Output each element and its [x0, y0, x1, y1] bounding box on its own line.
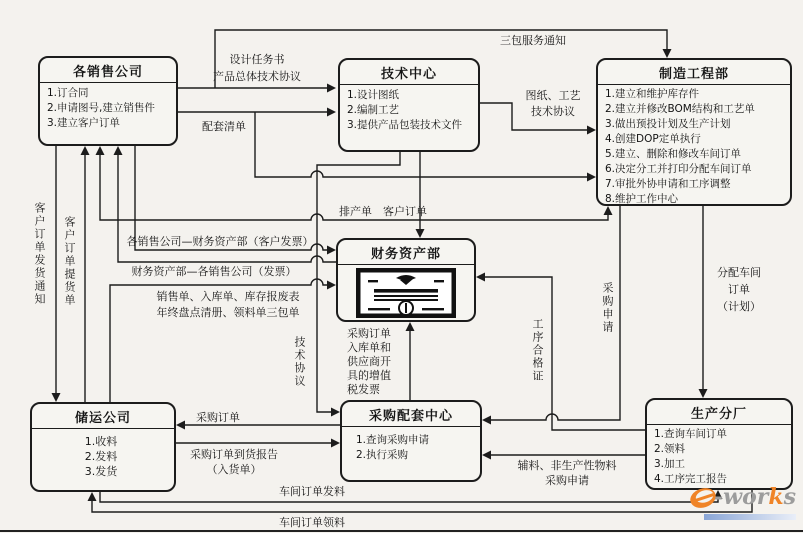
eworks-logo — [688, 482, 800, 530]
box-procurement-center — [340, 400, 482, 482]
list-item: 1.收料 — [84, 435, 118, 448]
list-item: 1.查询采购申请 — [356, 434, 430, 446]
list-item: 2.发料 — [84, 450, 118, 463]
label-process-certificate: 工序合格证 — [531, 318, 544, 383]
label-customer-invoice: 各销售公司—财务资产部（客户发票） — [126, 235, 314, 248]
list-item: 2.建立并修改BOM结构和工艺单 — [605, 103, 755, 115]
label-aux-material-1: 辅料、非生产性物料 — [517, 459, 617, 472]
label-pickup-order: 客户订单提货单 — [63, 216, 76, 307]
box-manufacturing-engineering — [596, 58, 792, 206]
label-schedule-customer-order: 排产单 客户订单 — [339, 205, 427, 218]
list-item: 4.创建DOP定单执行 — [605, 133, 701, 145]
box-title: 采购配套中心 — [342, 402, 480, 427]
label-arrival-report-2: （入货单） — [206, 463, 262, 476]
list-item: 3.建立客户订单 — [47, 117, 121, 129]
box-title: 制造工程部 — [598, 60, 790, 85]
eworks-underline-bar — [704, 514, 796, 520]
label-arrival-report-1: 采购订单到货报告 — [190, 448, 278, 461]
list-item: 2.申请图号,建立销售件 — [47, 102, 155, 114]
box-title: 储运公司 — [32, 404, 174, 429]
banknote-certificate-icon — [356, 268, 456, 318]
box-title: 生产分厂 — [647, 400, 791, 425]
label-matching-list: 配套清单 — [202, 120, 246, 133]
label-purchase-order: 采购订单 — [196, 411, 240, 424]
label-purchase-request: 采购申请 — [601, 282, 614, 334]
box-title: 财务资产部 — [338, 240, 474, 265]
list-item: 8.维护工作中心 — [605, 193, 679, 205]
label-sales-docs-2: 年终盘点清册、领料单三包单 — [156, 306, 300, 319]
box-title: 各销售公司 — [40, 58, 176, 83]
label-aux-material-2: 采购申请 — [545, 474, 589, 487]
list-item: 4.工序完工报告 — [654, 473, 728, 485]
label-design-task: 设计任务书 — [229, 53, 285, 66]
box-title: 技术中心 — [340, 60, 478, 85]
label-invoice-back: 财务资产部—各销售公司（发票） — [131, 265, 297, 278]
list-item: 1.查询车间订单 — [654, 428, 728, 440]
list-item: 1.设计图纸 — [347, 89, 400, 101]
list-item: 3.做出预投计划及生产计划 — [605, 118, 731, 130]
list-item: 6.决定分工并打印分配车间订单 — [605, 163, 752, 175]
list-item: 1.订合同 — [47, 87, 89, 99]
label-issue-material: 车间订单发料 — [279, 485, 345, 498]
label-tech-agreement-vertical: 技术协议 — [293, 336, 306, 388]
list-item: 5.建立、删除和修改车间订单 — [605, 148, 742, 160]
label-draw-material: 车间订单领料 — [279, 516, 345, 529]
list-item: 2.编制工艺 — [347, 104, 400, 116]
box-storage-company — [30, 402, 176, 492]
label-assign-order-1: 分配车间 — [717, 266, 761, 279]
label-product-agreement: 产品总体技术协议 — [213, 70, 301, 83]
label-purchase-docs-block: 采购订单 入库单和 供应商开 具的增值 税发票 — [347, 327, 391, 396]
label-drawings-process: 图纸、工艺 — [525, 89, 581, 102]
list-item: 2.执行采购 — [356, 449, 409, 461]
box-sales-companies — [38, 56, 178, 146]
box-production-branch — [645, 398, 793, 490]
page-bottom-rule — [0, 530, 803, 532]
box-technical-center — [338, 58, 480, 152]
label-tech-agreement-horizontal: 技术协议 — [531, 105, 575, 118]
label-sanbao-service-notice: 三包服务通知 — [500, 34, 566, 47]
list-item: 3.提供产品包装技术文件 — [347, 119, 463, 131]
label-ship-notice: 客户订单发货通知 — [33, 202, 46, 306]
list-item: 2.领料 — [654, 443, 686, 455]
label-assign-order-2: 订单 — [728, 283, 750, 296]
box-finance-assets — [336, 238, 476, 322]
label-sales-docs-1: 销售单、入库单、库存报废表 — [156, 290, 300, 303]
label-assign-order-3: （计划） — [717, 300, 761, 313]
list-item: 3.加工 — [654, 458, 686, 470]
eworks-wordmark: -works — [714, 484, 796, 510]
list-item: 7.审批外协申请和工序调整 — [605, 178, 731, 190]
list-item: 3.发货 — [84, 465, 118, 478]
list-item: 1.建立和维护库存件 — [605, 88, 700, 100]
